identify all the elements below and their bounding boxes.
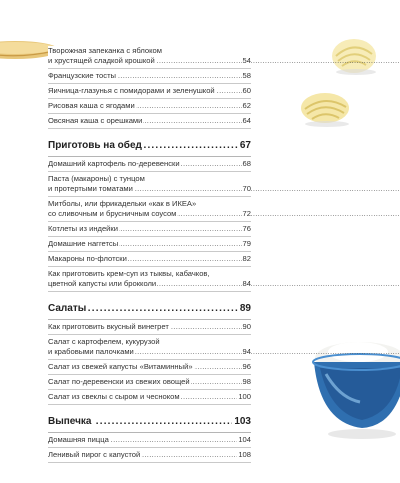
toc-entry-line: со сливочным и брусничным соусом (48, 209, 177, 218)
toc-entry-title (48, 322, 242, 332)
toc-page-number: 60 (242, 86, 251, 95)
toc-entry[interactable] (48, 433, 251, 448)
toc-entry-line: Салат из свежей капусты «Витаминный» (48, 362, 193, 371)
toc-page-number: 76 (242, 224, 251, 233)
toc-page-number: 70 (242, 184, 251, 193)
toc-entry[interactable] (48, 69, 251, 84)
toc-entry-title (48, 450, 237, 460)
toc-section-heading[interactable] (48, 405, 251, 433)
toc-entry-title (48, 239, 242, 249)
toc-entry-line: и протертыми томатами (48, 184, 133, 193)
toc-entry-line: Домашняя пицца (48, 435, 109, 444)
toc-entry[interactable] (48, 222, 251, 237)
toc-entry[interactable] (48, 157, 251, 172)
toc-entry-title (48, 199, 242, 219)
toc-entry-title (48, 224, 242, 234)
toc-entry-line: Макароны по-флотски (48, 254, 127, 263)
toc-entry-title (48, 254, 242, 264)
toc-entry[interactable] (48, 375, 251, 390)
toc-entry-line: Французские тосты (48, 71, 116, 80)
toc-page-number: 62 (242, 101, 251, 110)
toc-entry[interactable] (48, 448, 251, 463)
toc-entry-line: Котлеты из индейки (48, 224, 118, 233)
toc-entry-line: Как приготовить вкусный винегрет (48, 322, 169, 331)
table-of-contents (48, 44, 251, 463)
toc-page-number: 104 (238, 435, 251, 444)
toc-entry[interactable] (48, 84, 251, 99)
toc-entry-line: Салат по-деревенски из свежих овощей (48, 377, 190, 386)
toc-entry-title (48, 392, 237, 402)
toc-page-number: 64 (242, 116, 251, 125)
toc-entry-line: Творожная запеканка с яблоком (48, 46, 242, 56)
toc-entry[interactable] (48, 267, 251, 292)
toc-entry[interactable] (48, 335, 251, 360)
toc-page-number: 58 (242, 71, 251, 80)
toc-entry-line: Ленивый пирог с капустой (48, 450, 141, 459)
toc-page-number: 108 (238, 450, 251, 459)
toc-entry[interactable] (48, 390, 251, 405)
toc-page-number: 79 (242, 239, 251, 248)
toc-page-number: 82 (242, 254, 251, 263)
toc-entry-line: Паста (макароны) с тунцом (48, 174, 242, 184)
toc-entry-line: Домашний картофель по-деревенски (48, 159, 180, 168)
toc-page-number: 98 (242, 377, 251, 386)
toc-entry-title (48, 71, 242, 81)
toc-entry-line: и хрустящей сладкой крошкой (48, 56, 155, 65)
toc-page-number: 72 (242, 209, 251, 218)
toc-entry-line: цветной капусты или брокколи (48, 279, 157, 288)
toc-entry[interactable] (48, 252, 251, 267)
toc-entry[interactable] (48, 360, 251, 375)
toc-entry-title (48, 101, 242, 111)
toc-entry[interactable] (48, 99, 251, 114)
toc-entry-title (48, 116, 242, 126)
toc-page-number: 90 (242, 322, 251, 331)
toc-section-heading[interactable] (48, 129, 251, 157)
section-page-number: 67 (239, 140, 251, 151)
toc-entry-title (48, 86, 242, 96)
toc-entry[interactable] (48, 44, 251, 69)
toc-page-number: 84 (242, 279, 251, 288)
section-page-number: 89 (239, 303, 251, 314)
sour-cream-bowl-illustration (300, 328, 400, 448)
toc-entry-line: Салат с картофелем, кукурузой (48, 337, 242, 347)
section-title: Приготовь на обед (48, 140, 142, 151)
toc-entry-line: Митболы, или фрикадельки «как в ИКЕА» (48, 199, 242, 209)
toc-entry[interactable] (48, 197, 251, 222)
toc-page-number: 54 (242, 56, 251, 65)
toc-section-heading[interactable] (48, 292, 251, 320)
section-title: Выпечка (48, 416, 92, 427)
toc-page-number: 96 (242, 362, 251, 371)
toc-entry-line: и крабовыми палочками (48, 347, 134, 356)
section-title: Салаты (48, 303, 87, 314)
toc-entry[interactable] (48, 172, 251, 197)
toc-entry[interactable] (48, 237, 251, 252)
toc-entry-line: Домашние наггетсы (48, 239, 119, 248)
toc-entry-line: Как приготовить крем-суп из тыквы, кабачков, (48, 269, 242, 279)
toc-entry-title (48, 362, 242, 372)
toc-entry-line: Овсяная каша с орешками (48, 116, 143, 125)
toc-page-number: 94 (242, 347, 251, 356)
toc-entry-title (48, 46, 242, 66)
toc-entry-line: Салат из свеклы с сыром и чесноком (48, 392, 180, 401)
butter-curl-illustration (326, 34, 382, 76)
toc-entry-title (48, 269, 242, 289)
toc-entry-title (48, 174, 242, 194)
toc-entry-title (48, 435, 237, 445)
toc-entry-title (48, 377, 242, 387)
toc-entry-title (48, 337, 242, 357)
section-page-number: 103 (234, 416, 251, 427)
toc-entry-title (48, 159, 242, 169)
toc-page-number: 68 (242, 159, 251, 168)
butter-curl-illustration (294, 88, 356, 128)
toc-page-number: 100 (238, 392, 251, 401)
toc-entry[interactable] (48, 114, 251, 129)
toc-entry-line: Яичница-глазунья с помидорами и зеленушкой (48, 86, 215, 95)
toc-entry-line: Рисовая каша с ягодами (48, 101, 135, 110)
toc-entry[interactable] (48, 320, 251, 335)
